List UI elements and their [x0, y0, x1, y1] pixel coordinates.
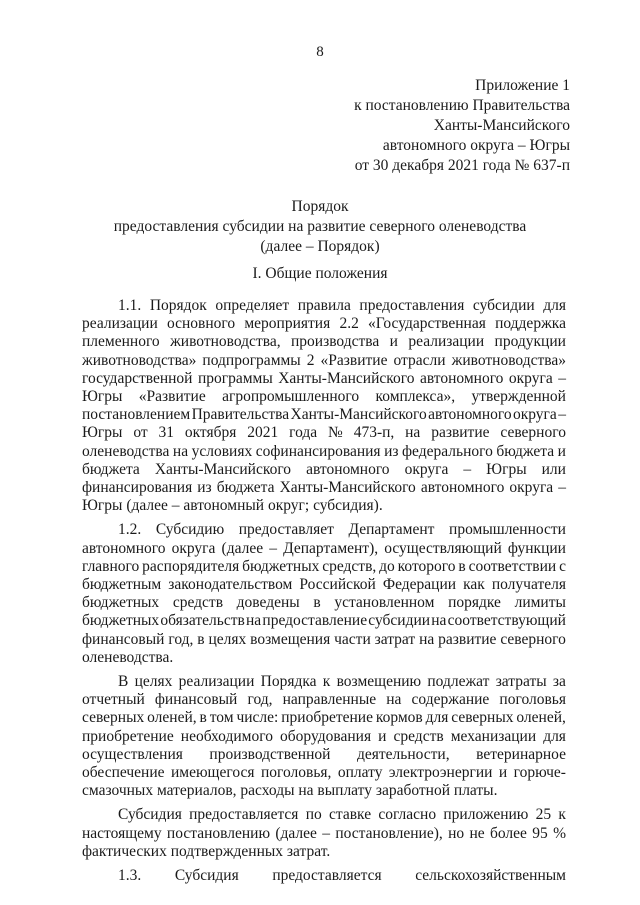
paragraph-line: настоящему постановлению (далее – постановление), но не более 95 %: [82, 824, 566, 842]
paragraph-line: племенного животноводства, производства и реализации продукции: [82, 333, 566, 351]
title-line: предоставления субсидии на развитие северного оленеводства: [113, 218, 527, 235]
paragraph-line: смазочных материалов, расходы на выплату заработной платы.: [82, 782, 498, 800]
paragraph-line: бюджета Ханты-Мансийского автономного округа – Югры или: [82, 460, 566, 478]
paragraph-line: северных оленей, в том числе: приобретение кормов для северных оленей,: [82, 709, 566, 727]
paragraph-line: финансирования из бюджета Ханты-Мансийского автономного округа –: [82, 479, 566, 497]
paragraph-line: бюджетных средств доведены в установленном порядке лимиты: [82, 594, 566, 612]
paragraph-line: автономного округа (далее – Департамент), осуществляющий функции: [82, 539, 566, 557]
title-line: Порядок: [291, 198, 349, 215]
paragraph-line: В целях реализации Порядка к возмещению подлежат затраты за: [118, 673, 566, 691]
paragraph-line: отчетный финансовый год, направленные на содержание поголовья: [82, 691, 566, 709]
appendix-line: от 30 декабря 2021 года № 637-п: [354, 157, 570, 174]
paragraph-line: 1.1. Порядок определяет правила предоставления субсидии для: [118, 297, 566, 314]
paragraph-line: Югры «Развитие агропромышленного комплекса», утвержденной: [82, 388, 566, 406]
paragraph-line: Субсидия предоставляется по ставке согласно приложению 25 к: [118, 806, 566, 824]
paragraph-line: постановлением Правительства Ханты-Мансийского автономного округа –: [82, 406, 566, 424]
paragraph-line: оленеводства на условиях софинансирования из федерального бюджета и: [82, 442, 566, 460]
document-title: [0, 197, 640, 257]
section-heading: I. Общие положения: [252, 265, 388, 282]
paragraph-line: государственной программы Ханты-Мансийского автономного округа –: [82, 369, 566, 387]
paragraph-line: Югры от 31 октября 2021 года № 473-п, на развитие северного: [82, 424, 566, 442]
paragraph-line: 1.2. Субсидию предоставляет Департамент промышленности: [118, 521, 566, 539]
appendix-line: автономного округа – Югры: [382, 137, 570, 154]
paragraph: [82, 521, 566, 667]
paragraph: [82, 806, 566, 861]
paragraph-line: обеспечение имеющегося поголовья, оплату электроэнергии и горюче-: [82, 764, 566, 782]
paragraph-line: Югры (далее – автономный округ; субсидия).: [82, 497, 383, 515]
paragraph-line: 1.3. Субсидия предоставляется сельскохозяйственным: [118, 867, 566, 885]
paragraph-line: фактических подтвержденных затрат.: [82, 842, 331, 860]
paragraph-line: реализации основного мероприятия 2.2 «Государственная поддержка: [82, 315, 566, 333]
appendix-line: Ханты-Мансийского: [433, 117, 570, 134]
paragraph-line: бюджетных обязательств на предоставление субсидии на соответствующий: [82, 612, 566, 630]
paragraph-line: оленеводства.: [82, 648, 174, 666]
paragraph-line: главного распорядителя бюджетных средств, до которого в соответствии с: [82, 557, 566, 575]
page-number: 8: [316, 44, 324, 60]
paragraph-line: животноводства» подпрограммы 2 «Развитие отрасли животноводства»: [82, 351, 566, 369]
paragraph: [82, 673, 566, 800]
appendix-block: [354, 76, 570, 176]
paragraph-line: приобретение необходимого оборудования и средств механизации для: [82, 727, 566, 745]
paragraph: [82, 867, 566, 885]
paragraph-line: бюджетным законодательством Российской Федерации как получателя: [82, 576, 566, 594]
paragraph: [82, 297, 566, 515]
paragraph-line: осуществления производственной деятельности, ветеринарное: [82, 745, 566, 763]
appendix-line: Приложение 1: [475, 77, 570, 94]
appendix-line: к постановлению Правительства: [354, 97, 570, 114]
document-body: [82, 297, 566, 885]
title-line: (далее – Порядок): [260, 238, 380, 255]
paragraph-line: финансовый год, в целях возмещения части затрат на развитие северного: [82, 630, 566, 648]
